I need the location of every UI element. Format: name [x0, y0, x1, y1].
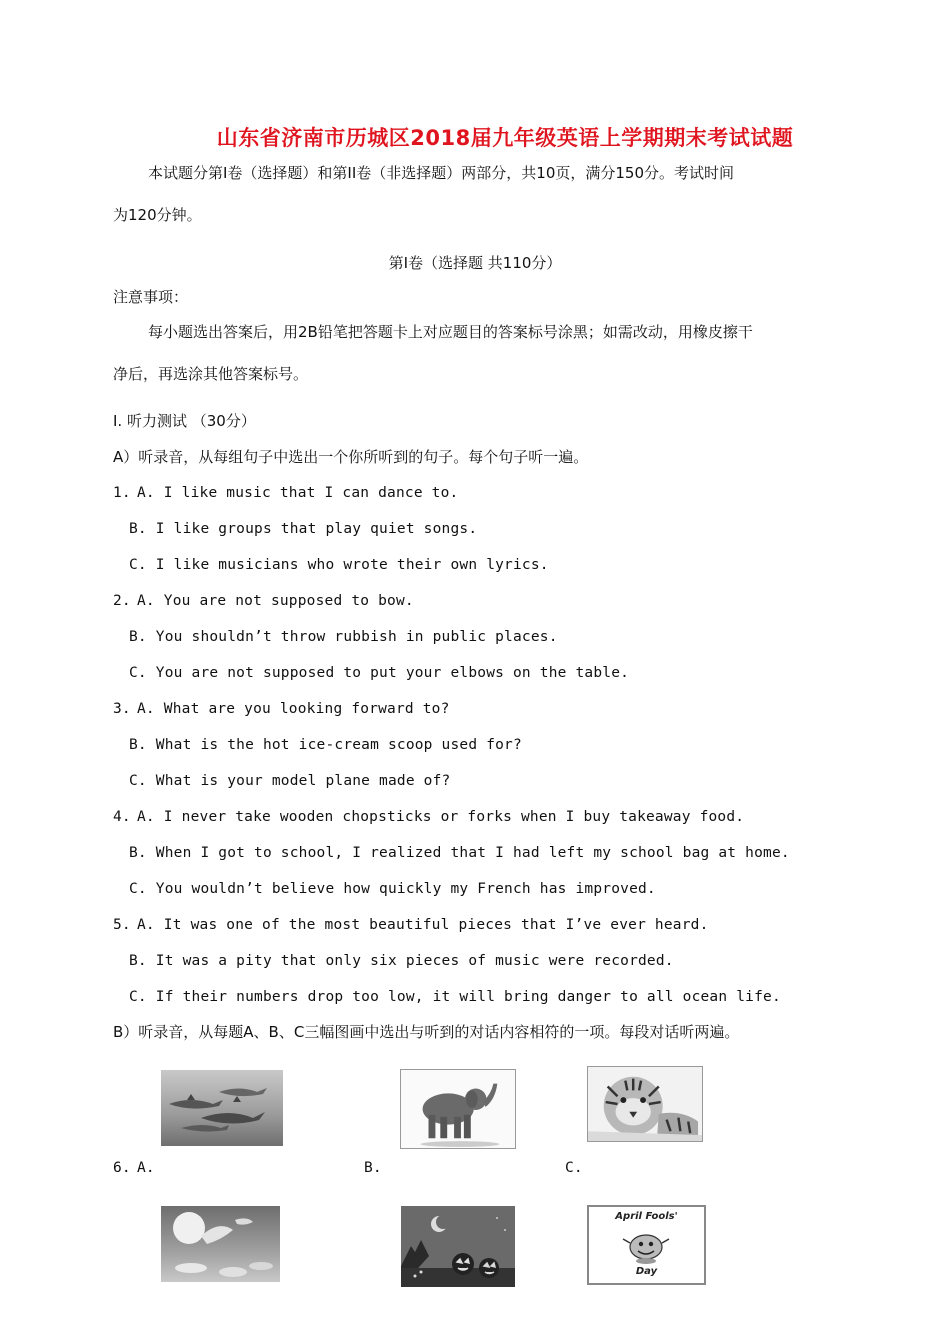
option-text: A. You are not supposed to bow. [137, 593, 414, 609]
part-heading: I. 听力测试 （30分） [113, 412, 256, 430]
moon-festival-picture [161, 1206, 280, 1282]
notice-line-1: 每小题选出答案后，用2B铅笔把答题卡上对应题目的答案标号涂黑；如需改动，用橡皮擦干 [148, 323, 753, 341]
section-heading: 第I卷（选择题 共110分） [388, 254, 562, 272]
april-fools-poster [587, 1205, 706, 1285]
option-label-c: C. [565, 1160, 583, 1176]
option-label-b: B. [364, 1160, 382, 1176]
page-title: 山东省济南市历城区2018届九年级英语上学期期末考试试题 [216, 126, 794, 150]
option-text: A. It was one of the most beautiful pieces that I’ve ever heard. [137, 917, 709, 933]
notice-line-2: 净后，再选涂其他答案标号。 [113, 365, 309, 383]
part-b-instruction: B）听录音，从每题A、B、C三幅图画中选出与听到的对话内容相符的一项。每段对话听两遍。 [113, 1023, 740, 1041]
elephant-picture [400, 1069, 516, 1149]
tiger-picture [587, 1066, 703, 1142]
poster-title: April Fools' [615, 1211, 678, 1222]
intro-line-1: 本试题分第I卷（选择题）和第II卷（非选择题）两部分，共10页，满分150分。考试时间 [148, 164, 734, 182]
question-number: 5. [113, 917, 131, 933]
question-number: 6. [113, 1160, 131, 1176]
poster-day: Day [635, 1266, 658, 1277]
question-number: 1. [113, 485, 131, 501]
option-text: B. When I got to school, I realized that I had left my school bag at home. [129, 845, 790, 861]
intro-line-2: 为120分钟。 [113, 206, 202, 224]
option-text: B. What is the hot ice-cream scoop used for? [129, 737, 522, 753]
option-text: B. It was a pity that only six pieces of music were recorded. [129, 953, 674, 969]
sharks-picture [161, 1070, 283, 1146]
question-number: 2. [113, 593, 131, 609]
option-text: B. You shouldn’t throw rubbish in public places. [129, 629, 558, 645]
option-text: A. What are you looking forward to? [137, 701, 450, 717]
option-label-a: A. [137, 1160, 155, 1176]
part-a-instruction: A）听录音，从每组句子中选出一个你所听到的句子。每个句子听一遍。 [113, 448, 589, 466]
option-text: B. I like groups that play quiet songs. [129, 521, 478, 537]
option-text: C. If their numbers drop too low, it will bring danger to all ocean life. [129, 989, 781, 1005]
option-text: C. You wouldn’t believe how quickly my French has improved. [129, 881, 656, 897]
option-text: A. I like music that I can dance to. [137, 485, 459, 501]
halloween-picture [401, 1206, 515, 1287]
option-text: C. You are not supposed to put your elbows on the table. [129, 665, 630, 681]
question-number: 4. [113, 809, 131, 825]
question-number: 3. [113, 701, 131, 717]
option-text: C. What is your model plane made of? [129, 773, 451, 789]
notice-label: 注意事项： [113, 288, 189, 306]
option-text: C. I like musicians who wrote their own lyrics. [129, 557, 549, 573]
option-text: A. I never take wooden chopsticks or forks when I buy takeaway food. [137, 809, 745, 825]
